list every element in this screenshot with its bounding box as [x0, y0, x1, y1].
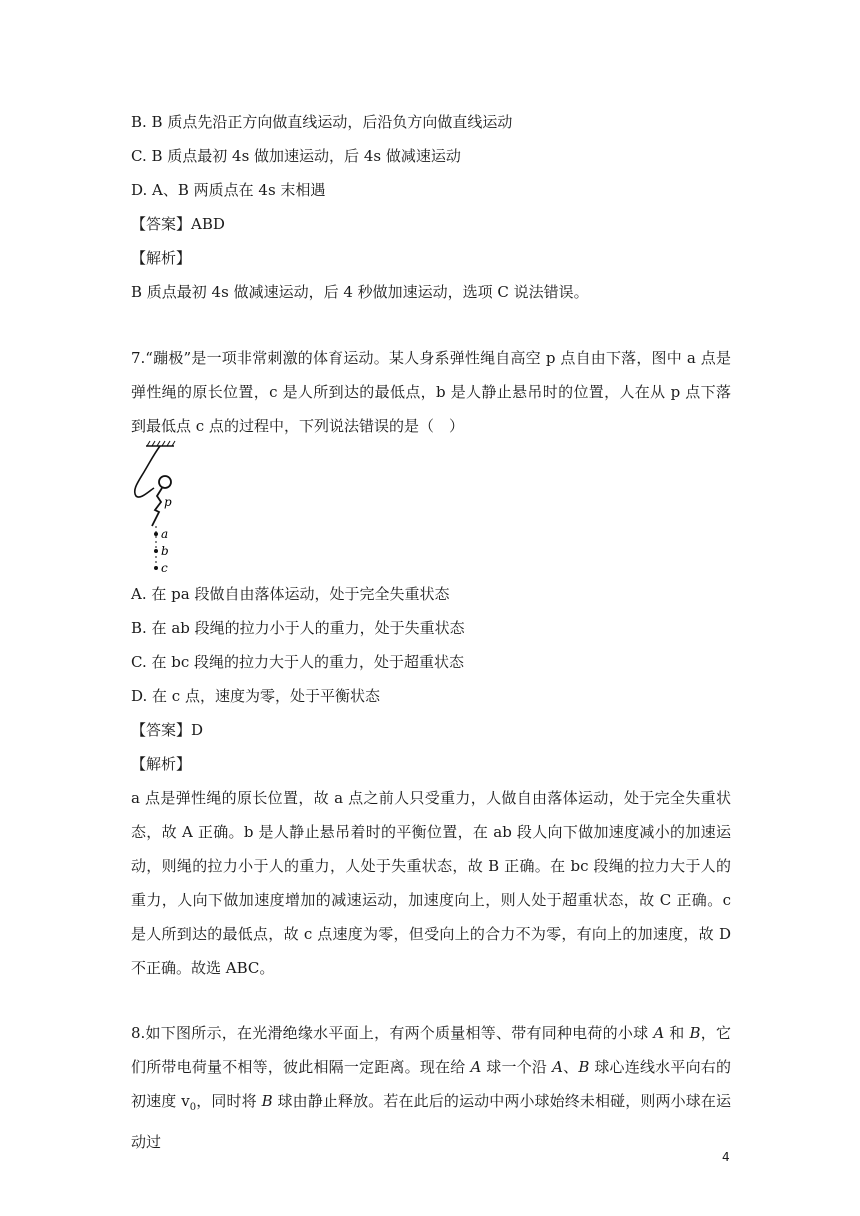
q6-analysis: B 质点最初 4s 做减速运动，后 4 秒做加速运动，选项 C 说法错误。	[131, 283, 589, 301]
label-c: c	[161, 561, 168, 575]
q7-analysis: a 点是弹性绳的原长位置，故 a 点之前人只受重力，人做自由落体运动，处于完全失重状态，故 A 正确。b 是人静止悬吊着时的平衡位置，在 ab 段人向下做加速度减小的加速运动，则绳的拉力小于人的重力，人处于失重状态，故 B 正确。在 bc 段绳的拉力大于人的重力，人向下做加速度增加的减速运动，加速度向上，则人处于超重状态，故 C 正确。c 是人所到达的最低点，故 c 点速度为零，但受向上的合力不为零，有向上的加速度，故 D 不正确。故选 ABC。	[131, 789, 731, 977]
elastic-cord	[135, 446, 160, 497]
q7-answer: 【答案】D	[131, 721, 204, 739]
q8-stem: 8.如下图所示，在光滑绝缘水平面上，有两个质量相等、带有同种电荷的小球 A 和 B，它们所带电荷量不相等，彼此相隔一定距离。现在给 A 球一个沿 A、B 球心连线水平向右的初速度 $v_0$，同时将 B 球由静止释放。若在此后的运动中两小球始终未相碰，则两小球在运动过	[131, 1024, 731, 1151]
q6-option-d: D. A、B 两质点在 4s 末相遇	[131, 181, 326, 199]
label-a: a	[161, 527, 169, 541]
q7-stem: 7.“蹦极”是一项非常刺激的体育运动。某人身系弹性绳自高空 p 点自由下落，图中 a 点是弹性绳的原长位置，c 是人所到达的最低点，b 是人静止悬吊时的位置，人在从 p 点下落到最低点 c 点的过程中，下列说法错误的是（ ）	[131, 349, 731, 435]
q7-option-c: C. 在 bc 段绳的拉力大于人的重力，处于超重状态	[131, 653, 465, 671]
ceiling-hatch	[146, 441, 175, 446]
q7-analysis-label: 【解析】	[131, 755, 192, 773]
jumper-body	[152, 488, 162, 526]
point-a	[154, 532, 158, 536]
q6-answer: 【答案】ABD	[131, 215, 225, 233]
point-b	[154, 549, 158, 553]
q6-option-c: C. B 质点最初 4s 做加速运动，后 4s 做减速运动	[131, 147, 461, 165]
q7-option-d: D. 在 c 点，速度为零，处于平衡状态	[131, 687, 380, 705]
q7-option-a: A. 在 pa 段做自由落体运动，处于完全失重状态	[131, 585, 450, 603]
q6-analysis-label: 【解析】	[131, 249, 192, 267]
q6-option-b: B. B 质点先沿正方向做直线运动，后沿负方向做直线运动	[131, 113, 513, 131]
label-b: b	[161, 544, 169, 558]
q7-option-b: B. 在 ab 段绳的拉力小于人的重力，处于失重状态	[131, 619, 465, 637]
point-c	[154, 566, 158, 570]
bungee-figure	[128, 440, 188, 580]
label-p: p	[164, 495, 172, 509]
page-number: 4	[722, 1150, 730, 1164]
jumper-head	[159, 476, 171, 488]
